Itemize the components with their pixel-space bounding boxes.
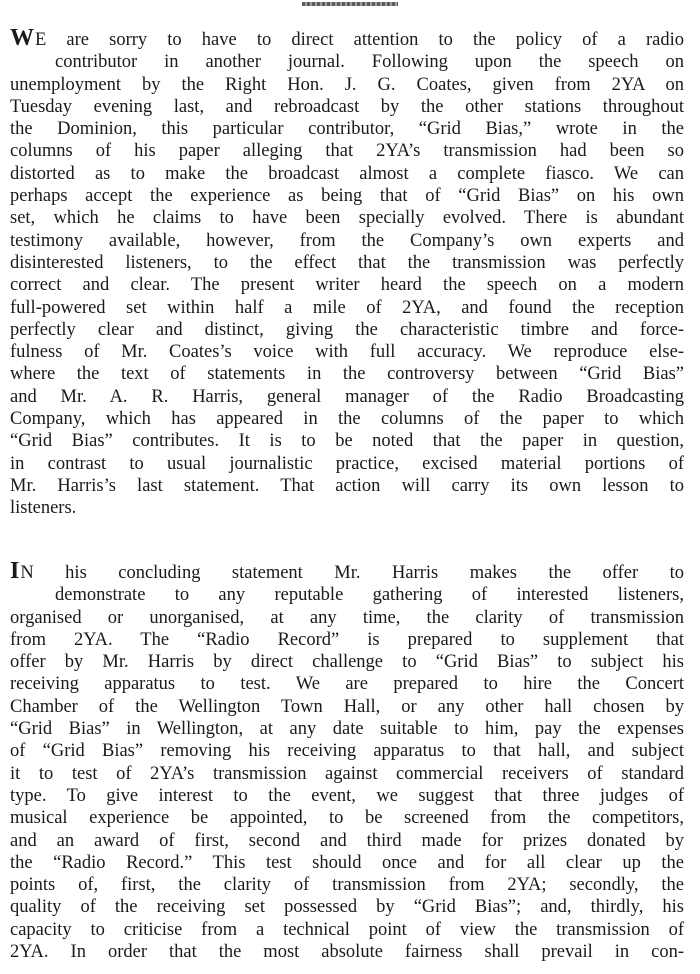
- paragraph-line: WE are sorry to have to direct attention to the policy of a radio: [10, 25, 684, 51]
- paragraph-line: Tuesday evening last, and rebroadcast by the other stations throughout: [10, 96, 684, 117]
- paragraph-line: musical experience be appointed, to be screened from the competitors,: [10, 808, 684, 829]
- paragraph-line: quality of the receiving set possessed by “Grid Bias”; and, thirdly, his: [10, 897, 684, 918]
- paragraph-line: 2YA. In order that the most absolute fairness shall prevail in con-: [10, 942, 684, 963]
- paragraph-line: perfectly clear and distinct, giving the characteristic timbre and force-: [10, 319, 684, 340]
- paragraph-line: points of, first, the clarity of transmission from 2YA; secondly, the: [10, 875, 684, 896]
- paragraph-line: demonstrate to any reputable gathering of interested listeners,: [55, 585, 684, 606]
- paragraph-line: where the text of statements in the controversy between “Grid Bias”: [10, 364, 684, 385]
- paragraph-line: it to test of 2YA’s transmission against commercial receivers of standard: [10, 763, 684, 784]
- paragraph-line: distorted as to make the broadcast almost a complete fiasco. We can: [10, 163, 684, 184]
- editorial-paragraph-2: [10, 560, 684, 963]
- paragraph-line: in contrast to usual journalistic practice, excised material portions of: [10, 453, 684, 474]
- editorial-paragraph-1: [10, 27, 684, 520]
- paragraph-line: from 2YA. The “Radio Record” is prepared to supplement that: [10, 629, 684, 650]
- paragraph-line: full-powered set within half a mile of 2YA, and found the reception: [10, 297, 684, 318]
- drop-cap: W: [10, 25, 35, 51]
- drop-cap: I: [10, 558, 21, 584]
- paragraph-line: offer by Mr. Harris by direct challenge to “Grid Bias” to subject his: [10, 652, 684, 673]
- paragraph-line: of “Grid Bias” removing his receiving apparatus to that hall, and subject: [10, 741, 684, 762]
- paragraph-line: set, which he claims to have been specially evolved. There is abundant: [10, 208, 684, 229]
- paragraph-line: and Mr. A. R. Harris, general manager of the Radio Broadcasting: [10, 386, 684, 407]
- paragraph-line: IN his concluding statement Mr. Harris makes the offer to: [10, 558, 684, 584]
- paragraph-line: fulness of Mr. Coates’s voice with full accuracy. We reproduce else-: [10, 342, 684, 363]
- paragraph-line: “Grid Bias” in Wellington, at any date suitable to him, pay the expenses: [10, 719, 684, 740]
- paragraph-line: receiving apparatus to test. We are prepared to hire the Concert: [10, 674, 684, 695]
- paragraph-line: the Dominion, this particular contributor, “Grid Bias,” wrote in the: [10, 119, 684, 140]
- paragraph-line: Company, which has appeared in the columns of the paper to which: [10, 409, 684, 430]
- paragraph-line: unemployment by the Right Hon. J. G. Coates, given from 2YA on: [10, 74, 684, 95]
- paragraph-line: testimony available, however, from the Company’s own experts and: [10, 230, 684, 251]
- header-rule: [302, 2, 398, 6]
- paragraph-line: correct and clear. The present writer heard the speech on a modern: [10, 275, 684, 296]
- paragraph-line: “Grid Bias” contributes. It is to be noted that the paper in question,: [10, 431, 684, 452]
- paragraph-line: listeners.: [10, 498, 77, 519]
- paragraph-line: perhaps accept the experience as being that of “Grid Bias” on his own: [10, 186, 684, 207]
- paragraph-line: Chamber of the Wellington Town Hall, or any other hall chosen by: [10, 696, 684, 717]
- paragraph-line: columns of his paper alleging that 2YA’s transmission had been so: [10, 141, 684, 162]
- paragraph-line: contributor in another journal. Following upon the speech on: [55, 52, 684, 73]
- paragraph-line: type. To give interest to the event, we suggest that three judges of: [10, 785, 684, 806]
- paragraph-line: Mr. Harris’s last statement. That action will carry its own lesson to: [10, 475, 684, 496]
- paragraph-line: disinterested listeners, to the effect that the transmission was perfectly: [10, 252, 684, 273]
- paragraph-line: organised or unorganised, at any time, the clarity of transmission: [10, 607, 684, 628]
- paragraph-line: and an award of first, second and third made for prizes donated by: [10, 830, 684, 851]
- paragraph-line: the “Radio Record.” This test should once and for all clear up the: [10, 852, 684, 873]
- paragraph-line: capacity to criticise from a technical point of view the transmission of: [10, 919, 684, 940]
